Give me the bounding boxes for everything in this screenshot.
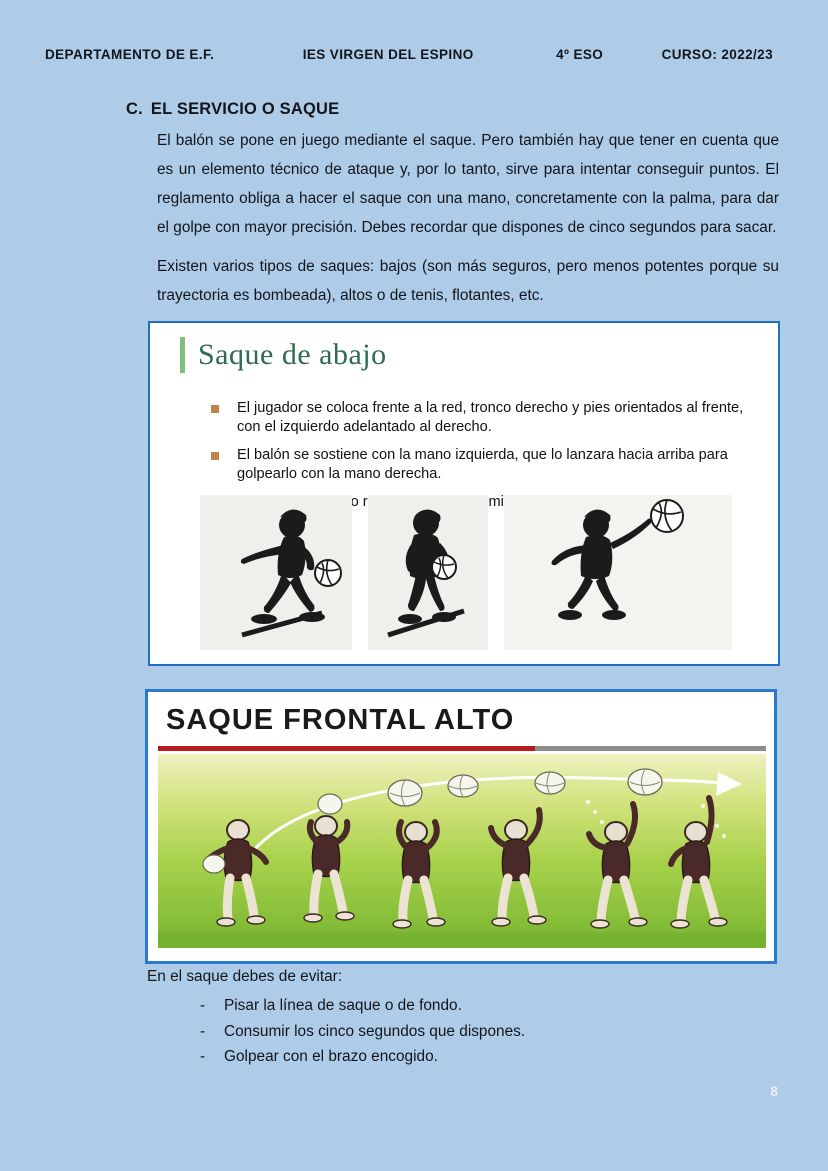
player-striking-ball-icon [504,495,732,650]
paragraph-2: Existen varios tipos de saques: bajos (son más seguros, pero menos potentes porque su trayectoria es bombeada), altos o de tenis, flotantes, etc. [157,258,779,304]
page-number: 8 [770,1083,778,1099]
list-item: El jugador se coloca frente a la red, tronco derecho y pies orientados al frente, con el izquierdo adelantado al derecho. [206,399,746,437]
figure-low-serve-photos [200,495,740,650]
list-item: El balón se sostiene con la mano izquierda, que lo lanzara hacia arriba para golpearlo con la mano derecha. [206,446,746,484]
section-title-text: EL SERVICIO O SAQUE [150,100,340,118]
header-grade: 4º ESO [556,47,604,62]
figure-high-serve [145,689,777,964]
player-preparing-serve-icon [200,495,352,650]
header-school: IES VIRGEN DEL ESPINO [302,47,474,62]
closing-list [196,993,525,1070]
list-item: - Consumir los cinco segundos que dispones. [196,1019,525,1045]
list-item: - Golpear con el brazo encogido. [196,1044,525,1070]
figure-low-serve-title-row [180,337,387,373]
photo-player-tossing-ball [368,495,488,650]
figure-high-serve-title: SAQUE FRONTAL ALTO [166,704,515,736]
serve-sequence-icon [158,754,766,948]
closing-intro: En el saque debes de evitar: [147,968,343,985]
page-header [40,47,788,62]
photo-player-preparing-serve [200,495,352,650]
figure-high-serve-illustration [158,754,766,948]
list-item: movimiento [206,493,746,512]
photo-player-striking-ball [504,495,732,650]
player-tossing-ball-icon [368,495,488,650]
title-underline-rule [158,746,766,751]
header-department: DEPARTAMENTO DE E.F. [45,47,215,62]
green-accent-bar [180,337,185,373]
section-letter: C. [126,100,143,118]
figure-low-serve [148,321,780,666]
list-item: - Pisar la línea de saque o de fondo. [196,993,525,1019]
header-course: CURSO: 2022/23 [661,47,773,62]
figure-low-serve-title: Saque de abajo [198,338,387,371]
paragraph-1: El balón se pone en juego mediante el saque. Pero también hay que tener en cuenta que es un elemento técnico de ataque y, por lo tanto, sirve para intentar conseguir puntos. El reglamento obliga a hacer el saque con una mano, concretamente con la palma, para dar el golpe con mayor precisión. Debes recordar que dispones de cinco segundos para sacar. [157,132,779,236]
section-heading [126,100,339,119]
